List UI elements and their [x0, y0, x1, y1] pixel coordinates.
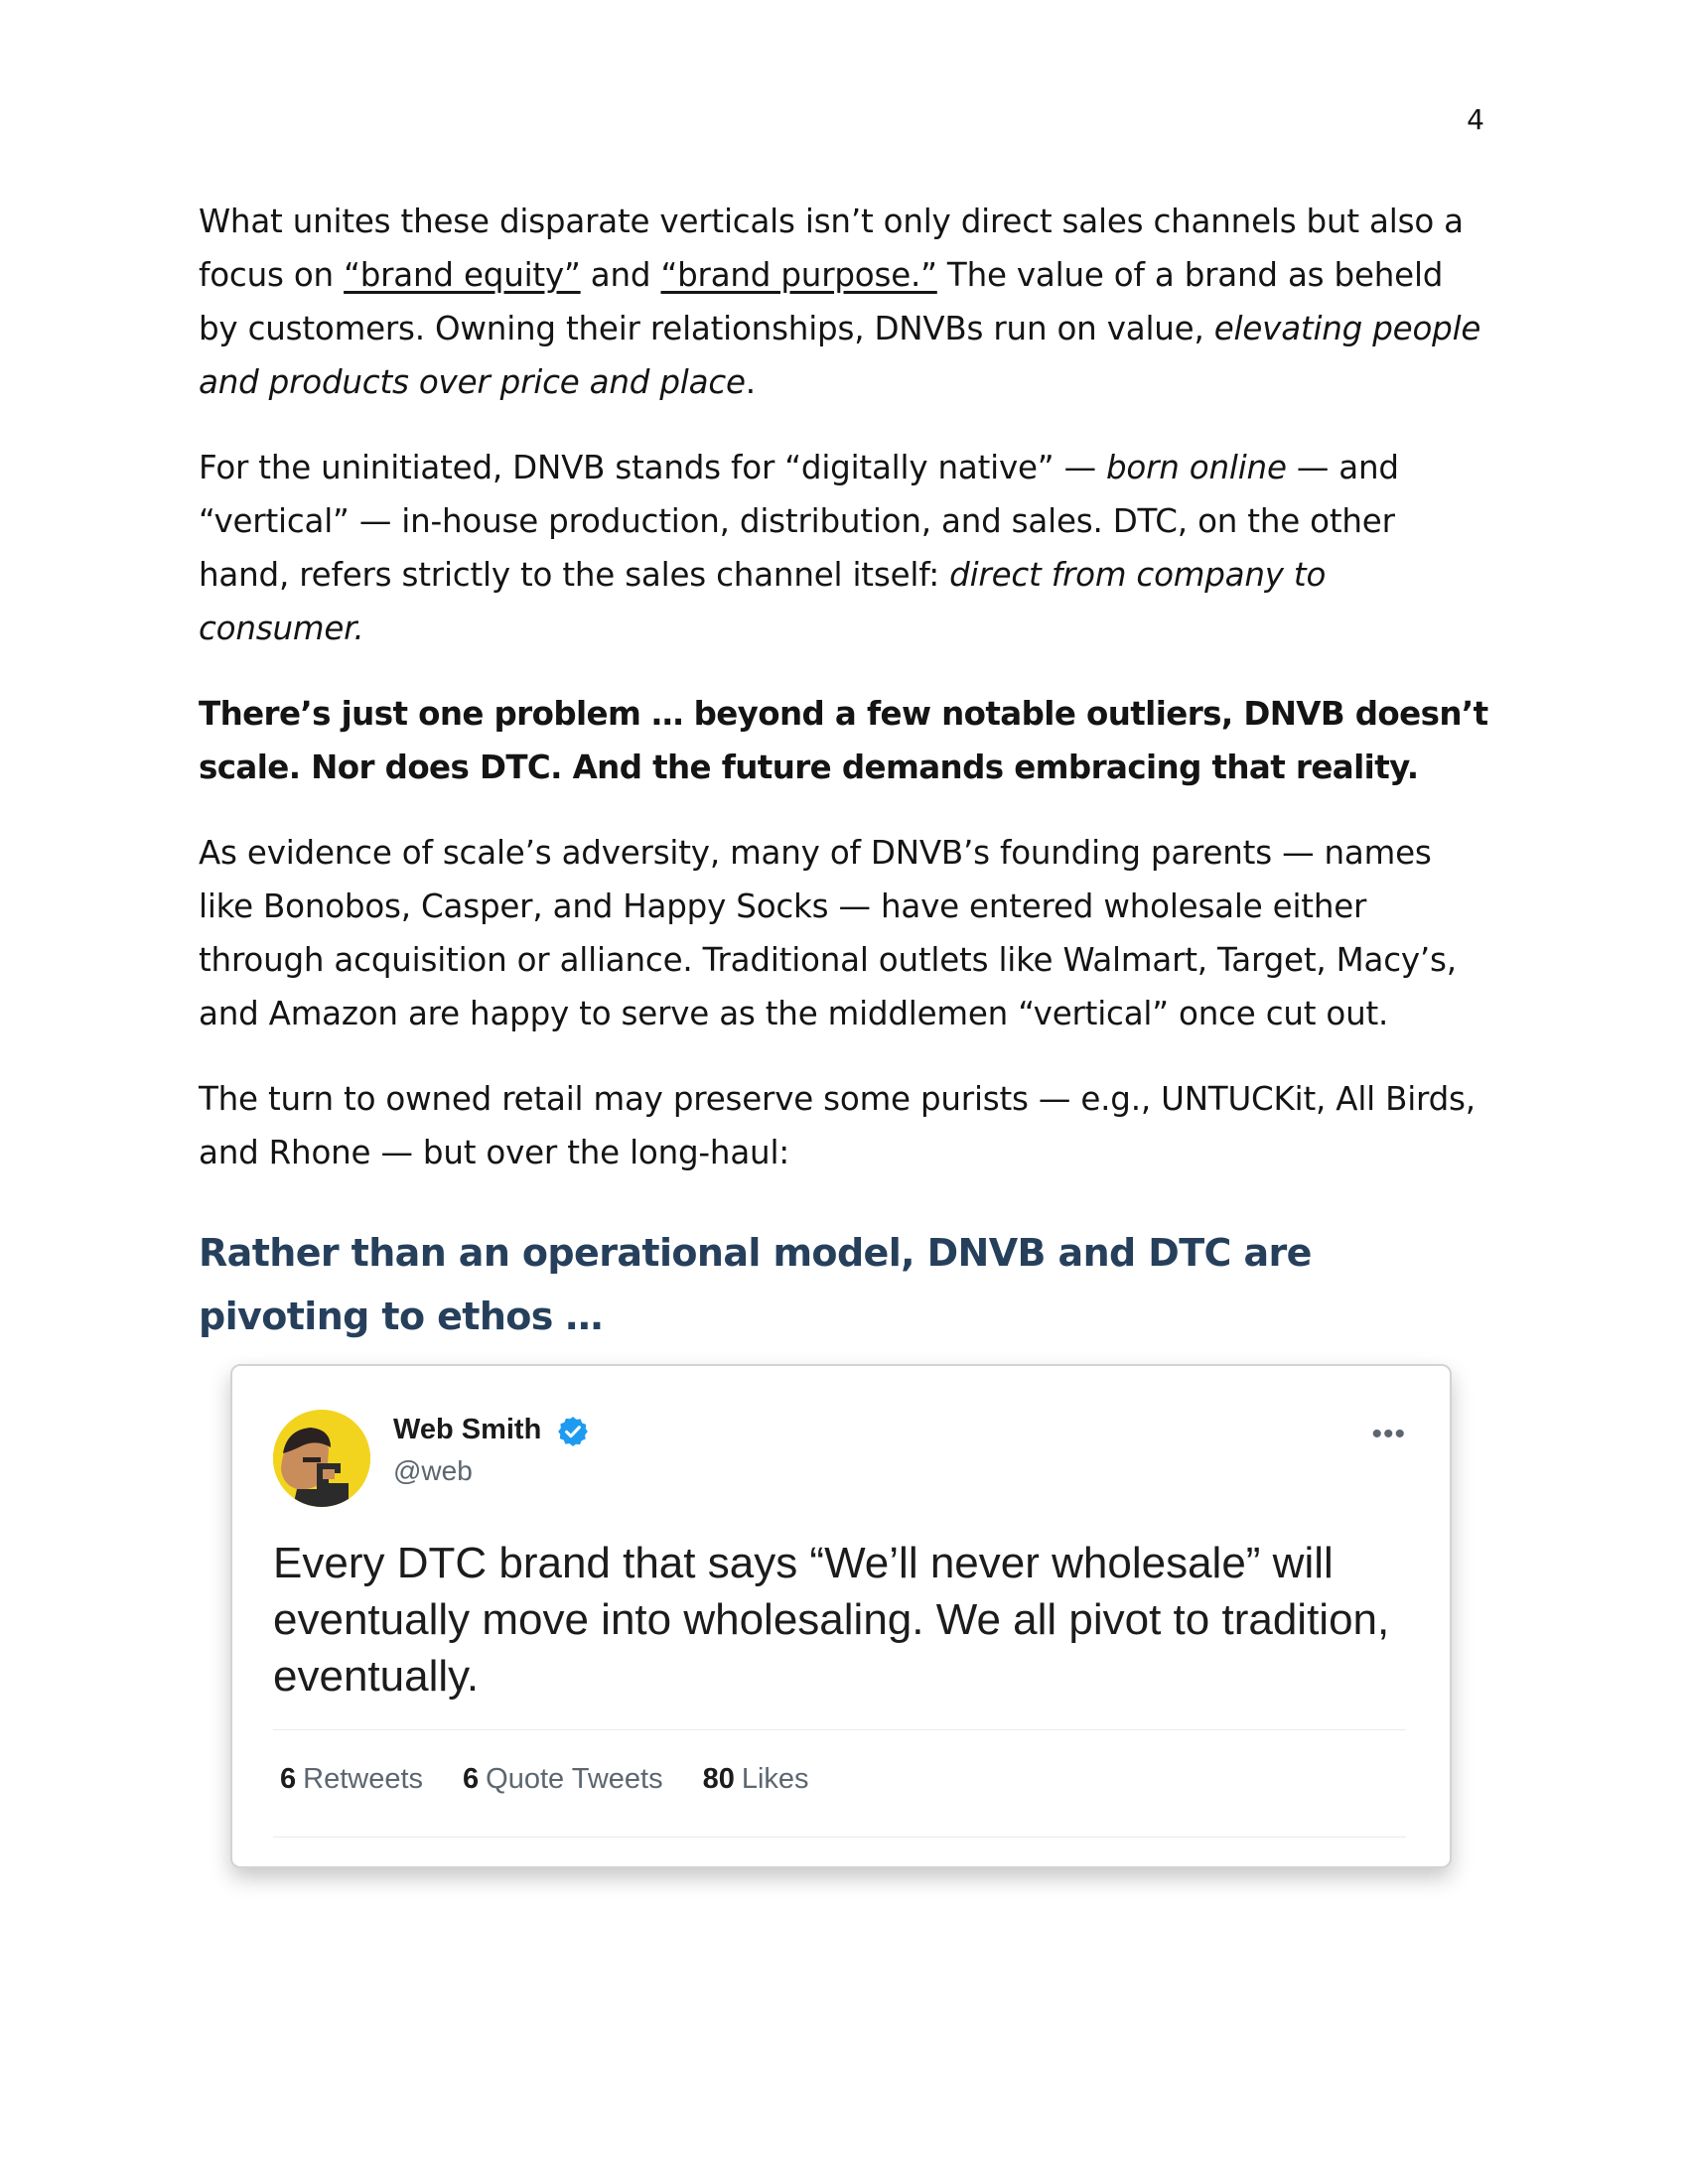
page-number: 4 — [1467, 103, 1484, 136]
avatar[interactable] — [273, 1410, 370, 1507]
likes-count: 80 — [702, 1763, 735, 1795]
divider — [273, 1837, 1406, 1838]
paragraph-text: . — [745, 363, 756, 401]
tweet-author-name[interactable]: Web Smith — [393, 1414, 542, 1445]
likes-label: Likes — [741, 1763, 809, 1795]
embedded-tweet-card[interactable] — [230, 1364, 1452, 1868]
paragraph-text: The value of a brand as beheld by customers. Owning their relationships, DNVBs run on value, — [199, 256, 1444, 347]
more-icon[interactable]: ••• — [1371, 1418, 1406, 1450]
likes-stat[interactable] — [703, 1763, 809, 1796]
brand-equity-link[interactable]: “brand equity” — [344, 256, 581, 294]
paragraph-dnvb-definition — [199, 441, 1489, 655]
avatar-illustration — [273, 1410, 370, 1507]
section-heading: Rather than an operational model, DNVB and DTC are pivoting to ethos … — [199, 1231, 1312, 1338]
divider — [273, 1729, 1406, 1730]
retweets-count: 6 — [280, 1763, 297, 1795]
paragraph-emphasis: elevating people and products over price and place — [199, 310, 1481, 401]
paragraph-text: What unites these disparate verticals isn’t only direct sales channels but also a focus on — [199, 203, 1464, 294]
paragraph-text: and — [580, 256, 661, 294]
retweets-label: Retweets — [303, 1763, 424, 1795]
quote-tweets-count: 6 — [463, 1763, 480, 1795]
paragraph-emphasis: born online — [1106, 449, 1287, 486]
paragraph-evidence: As evidence of scale’s adversity, many of DNVB’s founding parents — names like Bonobos, Casper, and Happy Socks — have entered wholesale either through acquisition or alliance. Traditional outlets like Walmart, Target, Macy’s, and Amazon are happy to serve as the middlemen “vertical” once cut out. — [199, 834, 1457, 1032]
verified-badge-icon — [556, 1415, 590, 1448]
paragraph-text: For the uninitiated, DNVB stands for “digitally native” — — [199, 449, 1106, 486]
quote-tweets-label: Quote Tweets — [486, 1763, 663, 1795]
quote-tweets-stat[interactable] — [463, 1763, 663, 1796]
tweet-author-handle[interactable]: @web — [393, 1455, 473, 1486]
brand-purpose-link[interactable]: “brand purpose.” — [660, 256, 937, 294]
paragraph-brand-equity — [199, 195, 1489, 409]
paragraph-owned-retail: The turn to owned retail may preserve some purists — e.g., UNTUCKit, All Birds, and Rhone — but over the long-haul: — [199, 1080, 1476, 1171]
article-body — [199, 195, 1489, 1348]
paragraph-text: — and “vertical” — in-house production, distribution, and sales. DTC, on the other hand, refers strictly to the sales channel itself: — [199, 449, 1399, 594]
paragraph-problem: There’s just one problem … beyond a few notable outliers, DNVB doesn’t scale. Nor does DTC. And the future demands embracing that reality. — [199, 695, 1488, 786]
paragraph-emphasis: direct from company to consumer. — [199, 556, 1327, 647]
tweet-stats — [280, 1763, 809, 1796]
retweets-stat[interactable] — [280, 1763, 423, 1796]
tweet-text: Every DTC brand that says “We’ll never wholesale” will eventually move into wholesaling. We all pivot to tradition, eventually. — [273, 1539, 1390, 1701]
